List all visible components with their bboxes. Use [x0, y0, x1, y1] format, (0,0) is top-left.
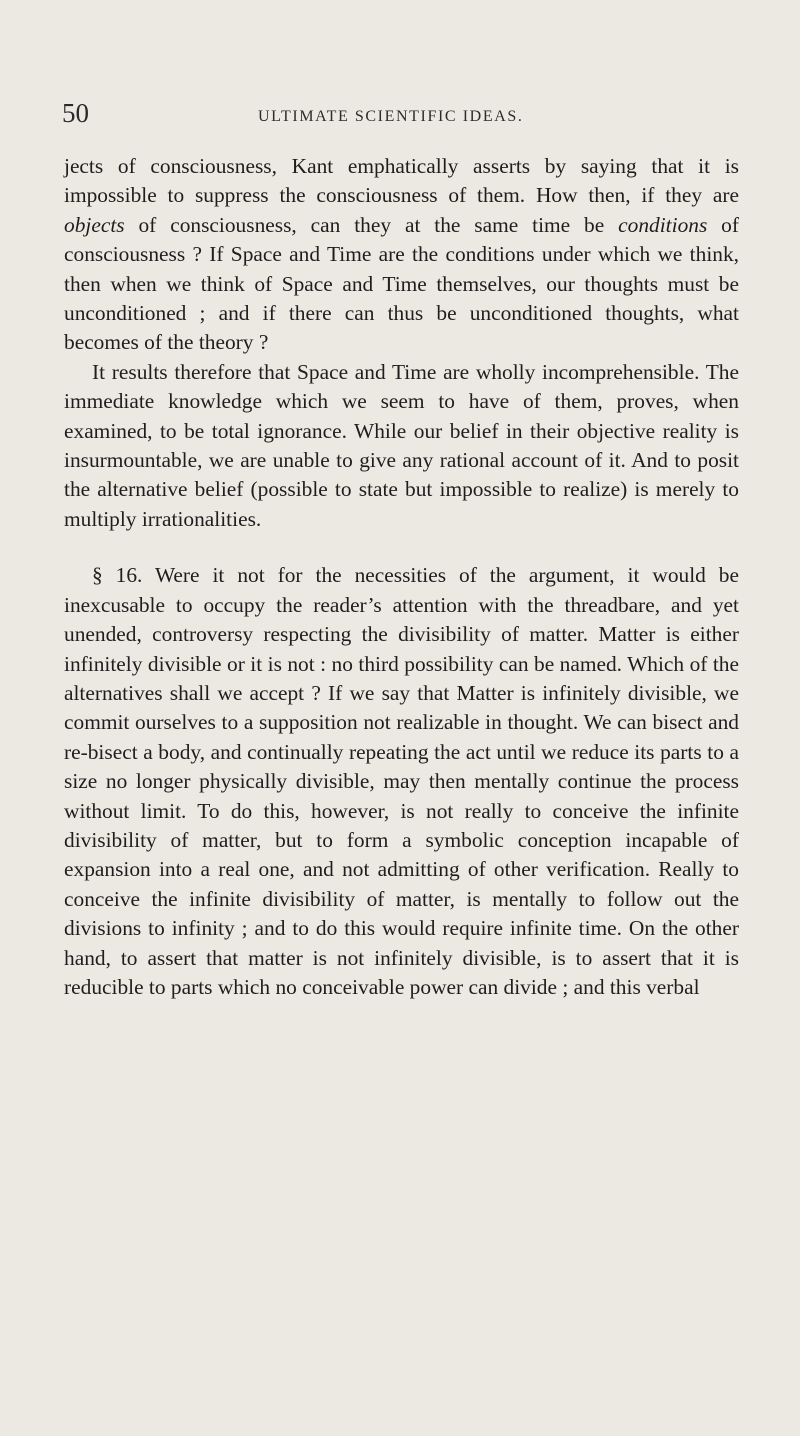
body-text — [64, 152, 739, 1002]
section-gap — [64, 534, 739, 561]
running-head: ULTIMATE SCIENTIFIC IDEAS. — [258, 108, 524, 125]
paragraph-text: jects of consciousness, Kant emphatically asserts by saying that it is impossible to suppress the consciousness of them. How then, if they are — [64, 154, 739, 208]
paragraph-section-16: § 16. Were it not for the necessities of the argument, it would be inexcusable to occupy the reader’s attention with the threadbare, and yet unended, controversy respecting the divisibility of matter. Matter is either infinitely divisible or it is not : no third possibility can be named. Which of the alternatives shall we accept ? If we say that Matter is infinitely divisible, we commit ourselves to a supposition not realizable in thought. We can bisect and re-bisect a body, and continually repeating the act until we reduce its parts to a size no longer physically divisible, may then mentally continue the process without limit. To do this, however, is not really to conceive the infinite divisibility of matter, but to form a symbolic conception incapable of expansion into a real one, and not admitting of other verification. Really to conceive the infinite divisibility of matter, is mentally to follow out the divisions to infinity ; and to do this would require infinite time. On the other hand, to assert that matter is not infinitely divisible, is to assert that it is reducible to parts which no conceivable power can divide ; and this verbal — [64, 563, 739, 999]
emphasis-conditions: conditions — [618, 212, 708, 237]
paragraph-continued — [64, 152, 739, 358]
page-header — [62, 98, 742, 138]
paragraph-text: of consciousness ? If Space and Time are the conditions under which we think, then when we think of Space and Time themselves, our thoughts must be unconditioned ; and if there can thus be unconditioned thoughts, what becomes of the theory ? — [64, 212, 739, 355]
page-number: 50 — [62, 98, 89, 128]
paragraph-text: of consciousness, can they at the same time be — [124, 212, 619, 237]
emphasis-objects: objects — [64, 212, 125, 237]
paragraph-space-time: It results therefore that Space and Time are wholly incomprehensible. The immediate knowledge which we seem to have of them, proves, when examined, to be total ignorance. While our belief in their objective reality is insurmountable, we are unable to give any rational account of it. And to posit the alternative belief (possible to state but impossible to realize) is merely to multiply irrationalities. — [64, 359, 739, 531]
